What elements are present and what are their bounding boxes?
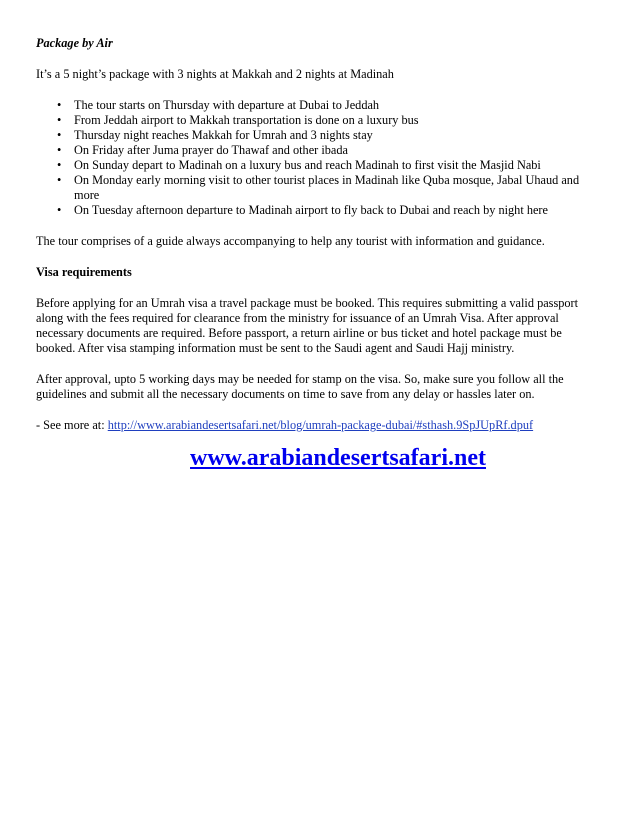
bullet-icon: • xyxy=(57,98,62,112)
list-item-text: On Friday after Juma prayer do Thawaf and other ibada xyxy=(74,143,348,157)
list-item-text: Thursday night reaches Makkah for Umrah and 3 nights stay xyxy=(74,128,373,142)
see-more-line xyxy=(36,418,602,433)
list-item-text: On Monday early morning visit to other tourist places in Madinah like Quba mosque, Jabal Uhaud and more xyxy=(74,173,580,202)
section-heading-package-by-air: Package by Air xyxy=(36,36,113,50)
list-item xyxy=(36,158,602,173)
guide-note-paragraph: The tour comprises of a guide always accompanying to help any tourist with information and guidance. xyxy=(36,234,545,248)
list-item xyxy=(36,98,602,113)
bullet-icon: • xyxy=(57,128,62,142)
bullet-icon: • xyxy=(57,143,62,157)
visa-paragraph-1: Before applying for an Umrah visa a travel package must be booked. This requires submitting a valid passport along with the fees required for clearance from the ministry for issuance of an Umrah Visa. After approval necessary documents are required. Before passport, a return airline or bus ticket and hotel package must be booked. After visa stamping information must be sent to the Saudi agent and Saudi Hajj ministry. xyxy=(36,296,579,355)
bullet-icon: • xyxy=(57,203,62,217)
itinerary-list xyxy=(36,98,602,218)
list-item xyxy=(36,173,602,203)
bullet-icon: • xyxy=(57,158,62,172)
list-item xyxy=(36,128,602,143)
bullet-icon: • xyxy=(57,113,62,127)
list-item-text: The tour starts on Thursday with departure at Dubai to Jeddah xyxy=(74,98,380,112)
see-more-link[interactable]: http://www.arabiandesertsafari.net/blog/umrah-package-dubai/#sthash.9SpJUpRf.dpuf xyxy=(107,418,534,432)
visa-paragraph-2: After approval, upto 5 working days may be needed for stamp on the visa. So, make sure you follow all the guidelines and submit all the necessary documents on time to save from any delay or hassles later on. xyxy=(36,372,564,401)
document-page xyxy=(36,36,602,473)
bullet-icon: • xyxy=(57,173,62,187)
section-heading-visa-requirements: Visa requirements xyxy=(36,265,132,279)
intro-paragraph: It’s a 5 night’s package with 3 nights at Makkah and 2 nights at Madinah xyxy=(36,67,394,81)
list-item xyxy=(36,113,602,128)
list-item-text: On Tuesday afternoon departure to Madinah airport to fly back to Dubai and reach by night here xyxy=(74,203,548,217)
list-item xyxy=(36,203,602,218)
list-item-text: On Sunday depart to Madinah on a luxury bus and reach Madinah to first visit the Masjid Nabi xyxy=(74,158,541,172)
list-item xyxy=(36,143,602,158)
see-more-prefix: - See more at: xyxy=(36,418,108,432)
website-link[interactable]: www.arabiandesertsafari.net xyxy=(190,445,486,471)
list-item-text: From Jeddah airport to Makkah transportation is done on a luxury bus xyxy=(74,113,419,127)
website-footer xyxy=(36,443,602,473)
